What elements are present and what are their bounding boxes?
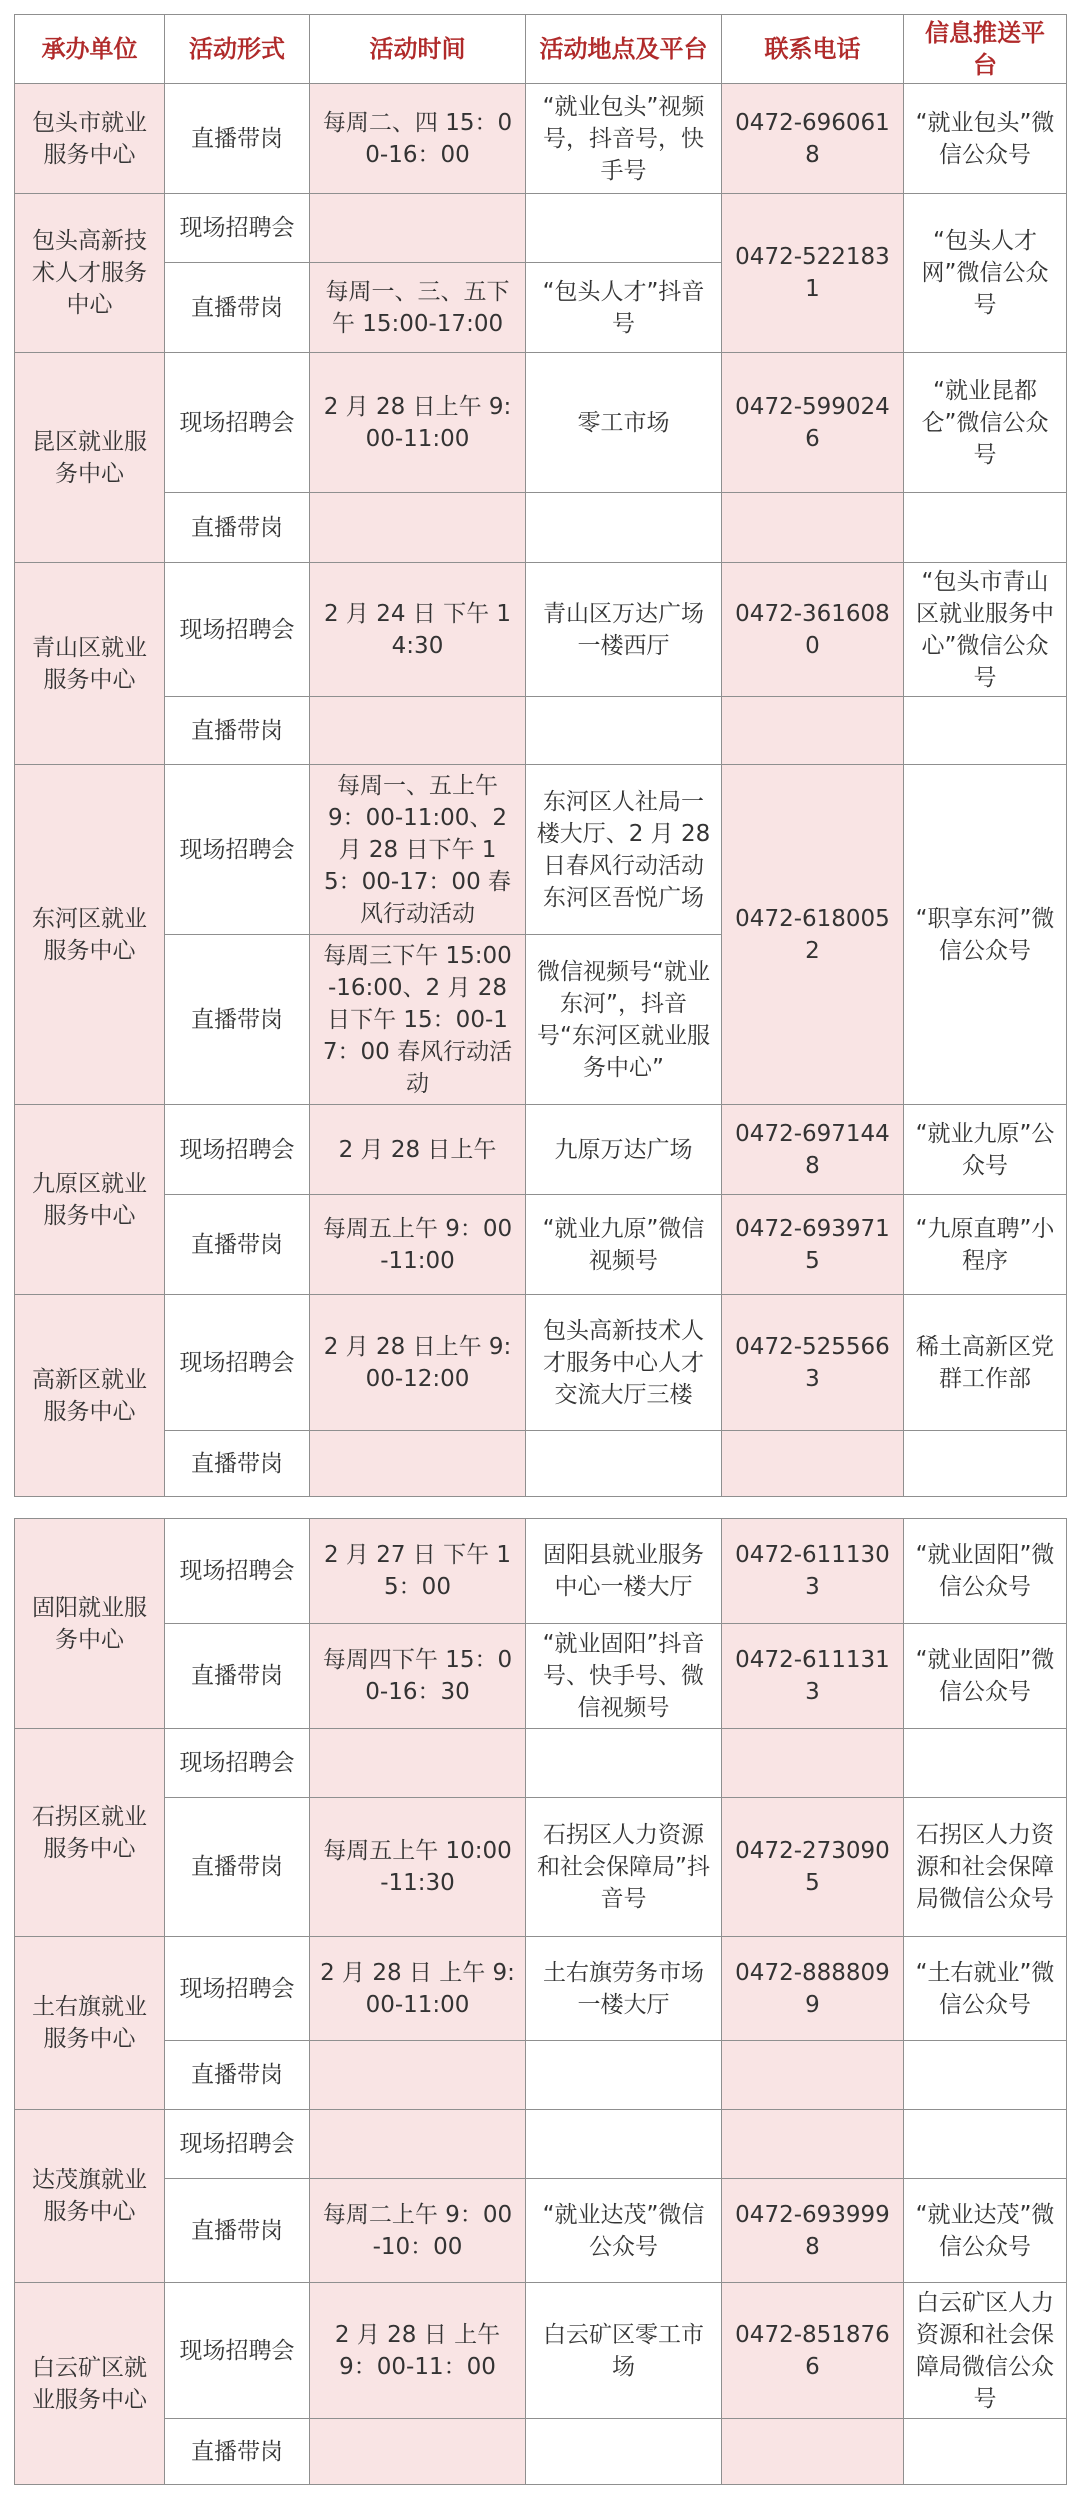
schedule-table-1 [14, 14, 1067, 1497]
place-cell [526, 697, 722, 765]
phone-cell: 0472-8888099 [722, 1937, 904, 2041]
push-cell: 石拐区人力资源和社会保障局微信公众号 [904, 1798, 1067, 1937]
push-cell: 白云矿区人力资源和社会保障局微信公众号 [904, 2283, 1067, 2419]
push-cell: “就业达茂”微信公众号 [904, 2179, 1067, 2283]
place-cell: 东河区人社局一楼大厅、2 月 28 日春风行动活动东河区吾悦广场 [526, 765, 722, 935]
table-row [15, 2179, 1067, 2283]
time-cell [310, 1729, 526, 1798]
unit-cell: 石拐区就业服务中心 [15, 1729, 165, 1937]
time-cell: 2 月 28 日 上午 9:00-11:00 [310, 1937, 526, 2041]
form-cell: 现场招聘会 [165, 2110, 310, 2179]
table-row [15, 353, 1067, 493]
push-cell: “就业昆都仑”微信公众号 [904, 353, 1067, 493]
place-cell: 石拐区人力资源和社会保障局”抖音号 [526, 1798, 722, 1937]
phone-cell [722, 697, 904, 765]
place-cell [526, 1729, 722, 1798]
push-cell [904, 2041, 1067, 2110]
phone-cell: 0472-6111313 [722, 1624, 904, 1729]
time-cell: 2 月 24 日 下午 14:30 [310, 563, 526, 697]
table-row [15, 1195, 1067, 1295]
unit-cell: 白云矿区就业服务中心 [15, 2283, 165, 2485]
time-cell [310, 2110, 526, 2179]
header-phone: 联系电话 [722, 15, 904, 84]
table-row [15, 765, 1067, 935]
phone-cell [722, 2041, 904, 2110]
unit-cell: 东河区就业服务中心 [15, 765, 165, 1105]
form-cell: 直播带岗 [165, 1431, 310, 1497]
form-cell: 现场招聘会 [165, 194, 310, 263]
push-cell: “就业固阳”微信公众号 [904, 1519, 1067, 1624]
place-cell: 九原万达广场 [526, 1105, 722, 1195]
time-cell [310, 2419, 526, 2485]
place-cell: “就业达茂”微信公众号 [526, 2179, 722, 2283]
time-cell [310, 493, 526, 563]
place-cell [526, 2419, 722, 2485]
phone-cell: 0472-3616080 [722, 563, 904, 697]
place-cell: 土右旗劳务市场一楼大厅 [526, 1937, 722, 2041]
push-cell: 稀土高新区党群工作部 [904, 1295, 1067, 1431]
unit-cell: 九原区就业服务中心 [15, 1105, 165, 1295]
unit-cell: 高新区就业服务中心 [15, 1295, 165, 1497]
table-row [15, 2283, 1067, 2419]
form-cell: 直播带岗 [165, 2419, 310, 2485]
table-row [15, 1431, 1067, 1497]
place-cell [526, 2041, 722, 2110]
table-row [15, 563, 1067, 697]
form-cell: 直播带岗 [165, 1624, 310, 1729]
phone-cell: 0472-2730905 [722, 1798, 904, 1937]
phone-cell: 0472-6180052 [722, 765, 904, 1105]
form-cell: 现场招聘会 [165, 1105, 310, 1195]
place-cell [526, 493, 722, 563]
table-row [15, 1295, 1067, 1431]
place-cell [526, 1431, 722, 1497]
time-cell [310, 1431, 526, 1497]
time-cell: 每周二、四 15：00-16：00 [310, 84, 526, 194]
place-cell [526, 194, 722, 263]
table-row [15, 1729, 1067, 1798]
place-cell: 固阳县就业服务中心一楼大厅 [526, 1519, 722, 1624]
form-cell: 现场招聘会 [165, 1519, 310, 1624]
push-cell: “就业包头”微信公众号 [904, 84, 1067, 194]
push-cell: “职享东河”微信公众号 [904, 765, 1067, 1105]
form-cell: 现场招聘会 [165, 1937, 310, 2041]
table-row [15, 1519, 1067, 1624]
form-cell: 直播带岗 [165, 935, 310, 1105]
form-cell: 现场招聘会 [165, 765, 310, 935]
unit-cell: 固阳就业服务中心 [15, 1519, 165, 1729]
place-cell: “包头人才”抖音号 [526, 263, 722, 353]
time-cell: 每周二上午 9：00-10：00 [310, 2179, 526, 2283]
time-cell: 2 月 28 日上午 9:00-11:00 [310, 353, 526, 493]
unit-cell: 包头市就业服务中心 [15, 84, 165, 194]
place-cell: 白云矿区零工市场 [526, 2283, 722, 2419]
time-cell: 每周五上午 9：00-11:00 [310, 1195, 526, 1295]
phone-cell: 0472-6971448 [722, 1105, 904, 1195]
push-cell: “土右就业”微信公众号 [904, 1937, 1067, 2041]
place-cell: “就业固阳”抖音号、快手号、微信视频号 [526, 1624, 722, 1729]
form-cell: 现场招聘会 [165, 1295, 310, 1431]
unit-cell: 包头高新技术人才服务中心 [15, 194, 165, 353]
phone-cell: 0472-6939715 [722, 1195, 904, 1295]
form-cell: 现场招聘会 [165, 563, 310, 697]
phone-cell: 0472-5255663 [722, 1295, 904, 1431]
phone-cell [722, 1431, 904, 1497]
form-cell: 直播带岗 [165, 1798, 310, 1937]
phone-cell [722, 2110, 904, 2179]
header-unit: 承办单位 [15, 15, 165, 84]
push-cell [904, 2110, 1067, 2179]
time-cell: 每周四下午 15：00-16：30 [310, 1624, 526, 1729]
table-row [15, 194, 1067, 263]
push-cell [904, 2419, 1067, 2485]
header-time: 活动时间 [310, 15, 526, 84]
unit-cell: 青山区就业服务中心 [15, 563, 165, 765]
form-cell: 现场招聘会 [165, 1729, 310, 1798]
push-cell: “九原直聘”小程序 [904, 1195, 1067, 1295]
push-cell: “包头人才网”微信公众号 [904, 194, 1067, 353]
table-row [15, 1105, 1067, 1195]
phone-cell [722, 2419, 904, 2485]
table-row [15, 1798, 1067, 1937]
phone-cell [722, 1729, 904, 1798]
form-cell: 直播带岗 [165, 697, 310, 765]
time-cell: 2 月 28 日上午 9:00-12:00 [310, 1295, 526, 1431]
time-cell: 每周一、五上午 9：00-11:00、2 月 28 日下午 15：00-17：00 春风行动活动 [310, 765, 526, 935]
table-row [15, 1937, 1067, 2041]
phone-cell [722, 493, 904, 563]
push-cell [904, 697, 1067, 765]
unit-cell: 土右旗就业服务中心 [15, 1937, 165, 2110]
time-cell [310, 697, 526, 765]
place-cell: “就业包头”视频号，抖音号，快手号 [526, 84, 722, 194]
table-row [15, 493, 1067, 563]
push-cell: “包头市青山区就业服务中心”微信公众号 [904, 563, 1067, 697]
table-row [15, 2041, 1067, 2110]
time-cell: 每周五上午 10:00-11:30 [310, 1798, 526, 1937]
time-cell: 每周三下午 15:00-16:00、2 月 28 日下午 15：00-17：00 春风行动活动 [310, 935, 526, 1105]
place-cell: 青山区万达广场一楼西厅 [526, 563, 722, 697]
phone-cell: 0472-6939998 [722, 2179, 904, 2283]
time-cell [310, 194, 526, 263]
phone-cell: 0472-5221831 [722, 194, 904, 353]
phone-cell: 0472-8518766 [722, 2283, 904, 2419]
phone-cell: 0472-6960618 [722, 84, 904, 194]
push-cell [904, 1729, 1067, 1798]
form-cell: 直播带岗 [165, 493, 310, 563]
form-cell: 直播带岗 [165, 2041, 310, 2110]
time-cell: 2 月 28 日上午 [310, 1105, 526, 1195]
phone-cell: 0472-6111303 [722, 1519, 904, 1624]
push-cell [904, 493, 1067, 563]
unit-cell: 达茂旗就业服务中心 [15, 2110, 165, 2283]
place-cell: 包头高新技术人才服务中心人才交流大厅三楼 [526, 1295, 722, 1431]
place-cell: 微信视频号“就业东河”，抖音号“东河区就业服务中心” [526, 935, 722, 1105]
place-cell: 零工市场 [526, 353, 722, 493]
header-place: 活动地点及平台 [526, 15, 722, 84]
table-row [15, 697, 1067, 765]
time-cell: 2 月 27 日 下午 15：00 [310, 1519, 526, 1624]
place-cell [526, 2110, 722, 2179]
form-cell: 现场招聘会 [165, 2283, 310, 2419]
form-cell: 直播带岗 [165, 84, 310, 194]
form-cell: 直播带岗 [165, 1195, 310, 1295]
schedule-table-2 [14, 1518, 1067, 2485]
table-row [15, 2110, 1067, 2179]
time-cell [310, 2041, 526, 2110]
time-cell: 每周一、三、五下午 15:00-17:00 [310, 263, 526, 353]
table-row [15, 2419, 1067, 2485]
phone-cell: 0472-5990246 [722, 353, 904, 493]
header-push: 信息推送平台 [904, 15, 1067, 84]
table-row [15, 84, 1067, 194]
push-cell: “就业九原”公众号 [904, 1105, 1067, 1195]
time-cell: 2 月 28 日 上午 9：00-11：00 [310, 2283, 526, 2419]
push-cell [904, 1431, 1067, 1497]
form-cell: 现场招聘会 [165, 353, 310, 493]
form-cell: 直播带岗 [165, 263, 310, 353]
place-cell: “就业九原”微信视频号 [526, 1195, 722, 1295]
header-row [15, 15, 1067, 84]
push-cell: “就业固阳”微信公众号 [904, 1624, 1067, 1729]
header-form: 活动形式 [165, 15, 310, 84]
form-cell: 直播带岗 [165, 2179, 310, 2283]
table-row [15, 1624, 1067, 1729]
unit-cell: 昆区就业服务中心 [15, 353, 165, 563]
